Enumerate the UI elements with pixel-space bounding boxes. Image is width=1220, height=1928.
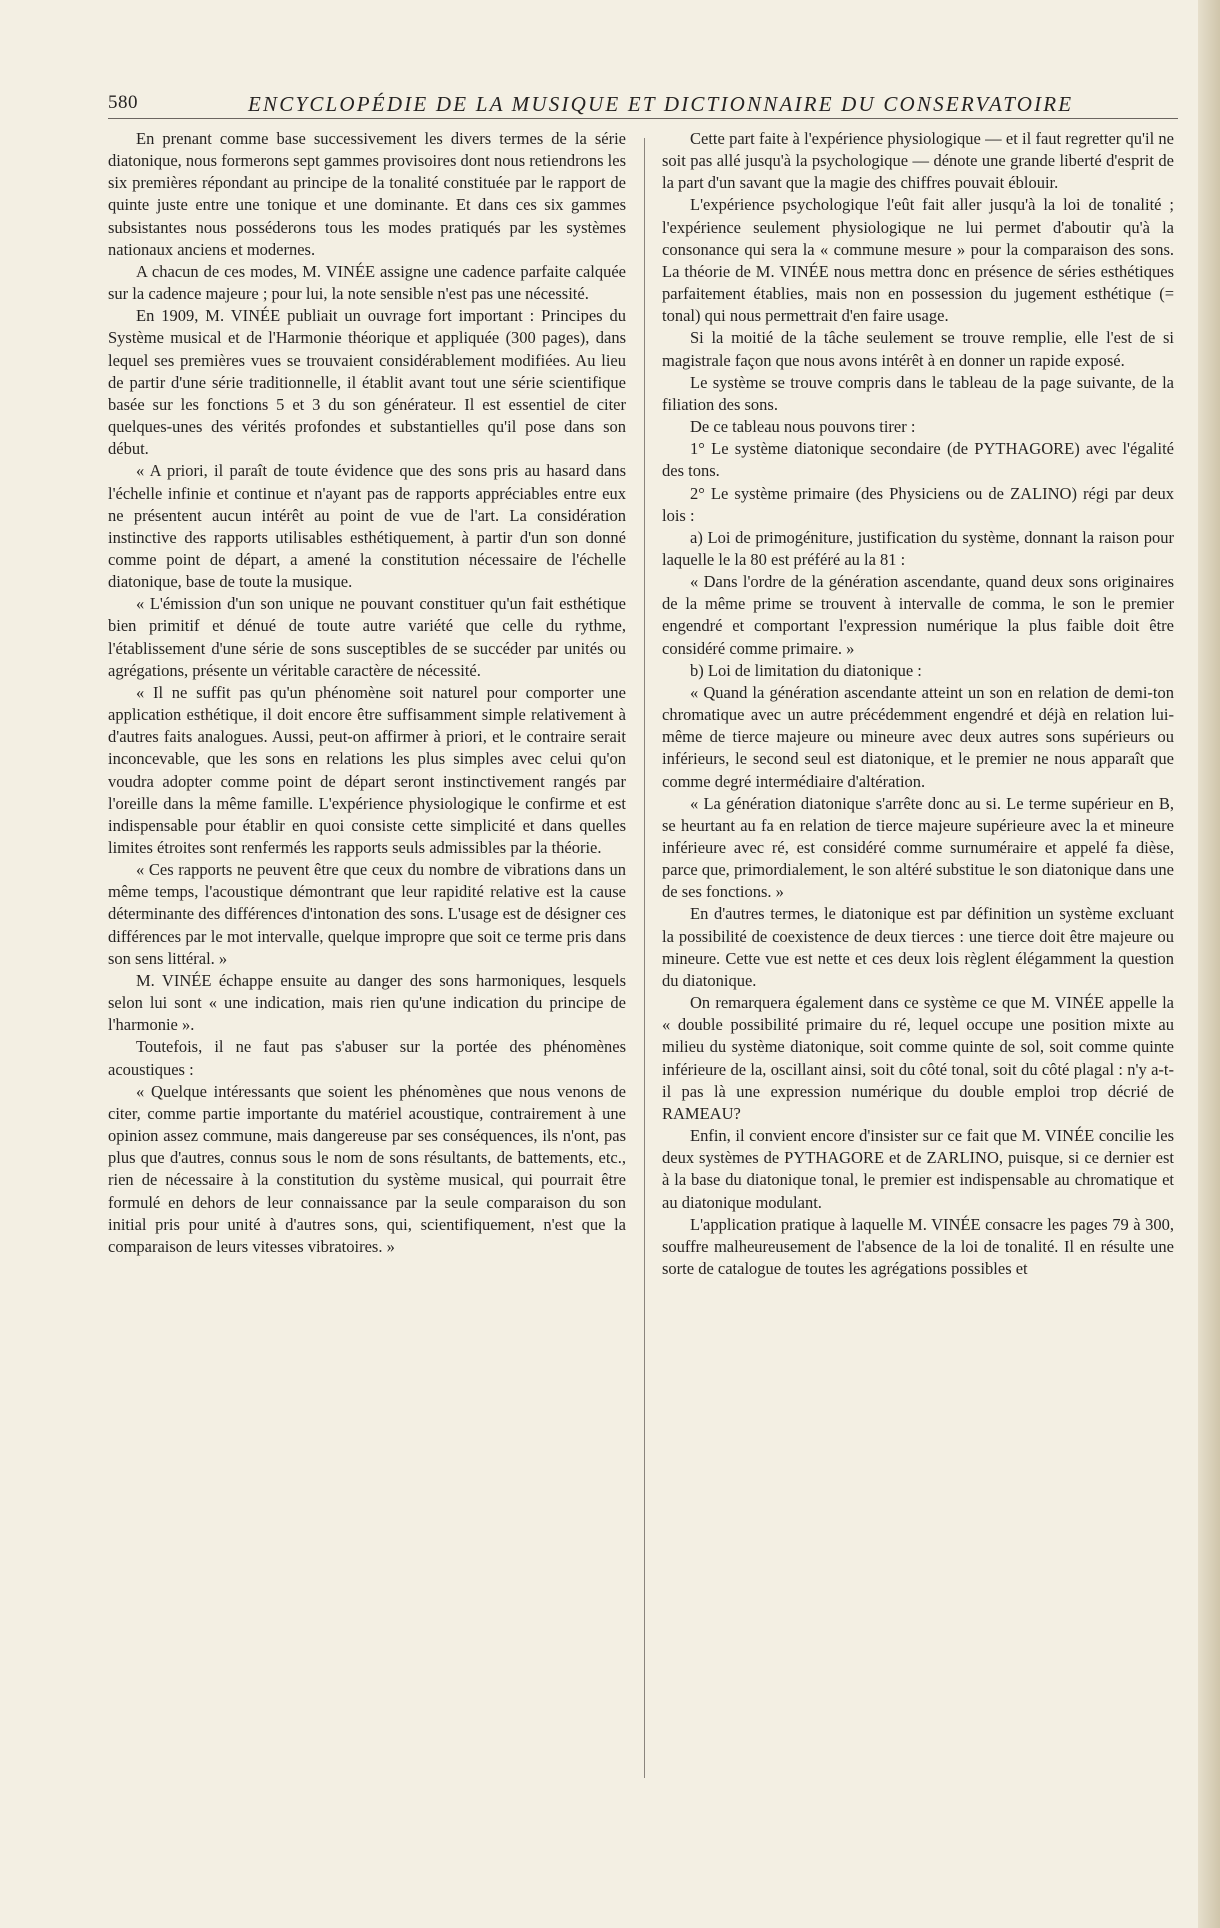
paragraph: On remarquera également dans ce système ce que M. VINÉE appelle la « double possibilité primaire du ré, lequel occupe une position mixte au milieu du système diatonique, soit comme quinte de sol, soit comme quinte inférieure de la, oscillant ainsi, soit du côté tonal, soit du côté plagal : n'y a-t-il pas là une expression numérique du double emploi trop décrié de RAMEAU? <box>662 993 1174 1123</box>
page-header <box>108 92 1178 119</box>
paragraph: « Dans l'ordre de la génération ascendante, quand deux sons originaires de la même prime se trouvent à intervalle de comma, le son le premier engendré et comportant l'expression numérique la plus faible doit être considéré comme primaire. » <box>662 572 1174 658</box>
paragraph: A chacun de ces modes, M. VINÉE assigne une cadence parfaite calquée sur la cadence majeure ; pour lui, la note sensible n'est pas une nécessité. <box>108 261 626 304</box>
paragraph: b) Loi de limitation du diatonique : <box>690 660 922 680</box>
paragraph: Cette part faite à l'expérience physiologique — et il faut regretter qu'il ne soit pas allé jusqu'à la psychologique — dénote une grande liberté d'esprit de la part d'un savant que la magie des chiffres pouvait éblouir. <box>662 129 1174 193</box>
paragraph: « Ces rapports ne peuvent être que ceux du nombre de vibrations dans un même temps, l'acoustique démontrant que leur rapidité relative est la cause déterminante des différences d'intonation des sons. L'usage est de désigner ces différences par le mot intervalle, quelque impropre que soit ce terme pris dans son sens littéral. » <box>108 860 626 968</box>
paragraph: « L'émission d'un son unique ne pouvant constituer qu'un fait esthétique bien primitif et dénué de toute autre variété que celle du rythme, l'établissement d'une série de sons susceptibles de se succéder par unités ou agrégations, présente un véritable caractère de nécessité. <box>108 594 626 680</box>
paragraph: « A priori, il paraît de toute évidence que des sons pris au hasard dans l'échelle infinie et continue et n'ayant pas de rapports appréciables entre eux ne présentent aucun intérêt au point de vue de l'art. La considération instinctive des rapports utilisables esthétiquement, à partir d'un son donné comme point de départ, a amené la constitution nécessaire de l'échelle diatonique, base de toute la musique. <box>108 461 626 592</box>
paragraph: a) Loi de primogéniture, justification du système, donnant la raison pour laquelle le la 80 est préféré au la 81 : <box>662 527 1174 569</box>
paragraph: En 1909, M. VINÉE publiait un ouvrage fort important : Principes du Système musical et de l'Harmonie théorique et appliquée (300 pages), dans lequel ses premières vues se trouvaient considérablement modifiées. Au lieu de partir d'une série traditionnelle, il établit avant tout une série scientifique basée sur les fonctions 5 et 3 du son générateur. Il est essentiel de citer quelques-unes des vérités profondes et substantielles qu'il pose dans son début. <box>108 306 626 459</box>
paragraph: L'application pratique à laquelle M. VINÉE consacre les pages 79 à 300, souffre malheureusement de l'absence de la loi de tonalité. Il en résulte une sorte de catalogue de toutes les agrégations possibles et <box>662 1214 1174 1278</box>
paragraph: Si la moitié de la tâche seulement se trouve remplie, elle l'est de si magistrale façon que nous avons intérêt à en donner un rapide exposé. <box>662 328 1174 370</box>
paragraph: 1° Le système diatonique secondaire (de PYTHAGORE) avec l'égalité des tons. <box>662 439 1174 481</box>
paragraph: L'expérience psychologique l'eût fait aller jusqu'à la loi de tonalité ; l'expérience seulement physiologique ne lui permet d'aboutir qu'à la consonance qui sera la « commune mesure » pour la comparaison des sons. La théorie de M. VINÉE nous mettra donc en présence de séries esthétiques parfaitement établies, mais non en possession du jugement esthétique (= tonal) qui nous permettrait d'en faire usage. <box>662 195 1174 326</box>
page-edge-shadow <box>1198 0 1220 1928</box>
page-number: 580 <box>108 92 138 113</box>
paragraph: M. VINÉE échappe ensuite au danger des sons harmoniques, lesquels selon lui sont « une indication, mais rien qu'une indication du principe de l'harmonie ». <box>108 970 626 1035</box>
paragraph: « Quand la génération ascendante atteint un son en relation de demi-ton chromatique avec un autre précédemment engendré et déjà en relation lui-même de tierce majeure ou mineure avec deux autres sons supérieurs ou inférieurs, le second seul est diatonique, et le premier ne nous apparaît que comme degré intermédiaire d'altération. <box>662 682 1174 791</box>
paragraph: Le système se trouve compris dans le tableau de la page suivante, de la filiation des sons. <box>662 372 1174 414</box>
paragraph: « Quelque intéressants que soient les phénomènes que nous venons de citer, comme partie importante du matériel acoustique, contrairement à une opinion assez commune, mais dangereuse par ses conséquences, ils n'ont, pas plus que d'autres, connus sous le nom de sons résultants, de battements, etc., rien de nécessaire à la constitution du système musical, qui pourrait être formulé en dehors de leur connaissance par la seule comparaison du son initial pris pour unité à d'autres sons, qui, scientifiquement, n'est que la comparaison de leurs vitesses vibratoires. » <box>108 1081 626 1256</box>
paragraph: Enfin, il convient encore d'insister sur ce fait que M. VINÉE concilie les deux systèmes de PYTHAGORE et de ZARLINO, puisque, si ce dernier est à la base du diatonique tonal, le premier est indispensable au chromatique et au diatonique modulant. <box>662 1126 1174 1212</box>
paragraph: « La génération diatonique s'arrête donc au si. Le terme supérieur en B, se heurtant au fa en relation de tierce majeure supérieure avec la et mineure inférieure avec ré, est considéré comme surnuméraire et appelé fa dièse, parce que, primordialement, le son altéré substitue le son diatonique dans une de ses fonctions. » <box>662 793 1174 902</box>
paragraph: En prenant comme base successivement les divers termes de la série diatonique, nous formerons sept gammes provisoires dont nous retiendrons les six premières répondant au principe de la tonalité constituée par le rapport de quinte juste entre une tonique et une dominante. Et dans ces six gammes subsistantes nous posséderons tous les modes pratiqués par les systèmes nationaux anciens et modernes. <box>108 129 626 259</box>
paragraph: En d'autres termes, le diatonique est par définition un système excluant la possibilité de coexistence de deux tierces : une tierce doit être majeure ou mineure. Cette vue est nette et ces deux lois règlent élégamment la question du diatonique. <box>662 904 1174 990</box>
paragraph: Toutefois, il ne faut pas s'abuser sur la portée des phénomènes acoustiques : <box>108 1037 626 1079</box>
paragraph: De ce tableau nous pouvons tirer : <box>690 417 916 437</box>
running-title: ENCYCLOPÉDIE DE LA MUSIQUE ET DICTIONNAIRE DU CONSERVATOIRE <box>248 92 1074 116</box>
right-column <box>662 128 1174 1280</box>
paragraph: « Il ne suffit pas qu'un phénomène soit naturel pour comporter une application esthétique, il doit encore être suffisamment simple relativement à d'autres faits analogues. Aussi, peut-on affirmer à priori, et le contraire serait inconcevable, que les sons en relations les plus simples avec celui qu'on voudra adopter comme point de départ seront instinctivement rangés par l'oreille dans la même famille. L'expérience physiologique le confirme et est indispensable pour établir en quoi consiste cette simplicité et dans quelles limites étroites sont renfermés les rapports seuls admissibles par la théorie. <box>108 682 626 857</box>
left-column <box>108 128 626 1258</box>
column-divider <box>644 138 645 1778</box>
paragraph: 2° Le système primaire (des Physiciens ou de ZALINO) régi par deux lois : <box>662 483 1174 525</box>
